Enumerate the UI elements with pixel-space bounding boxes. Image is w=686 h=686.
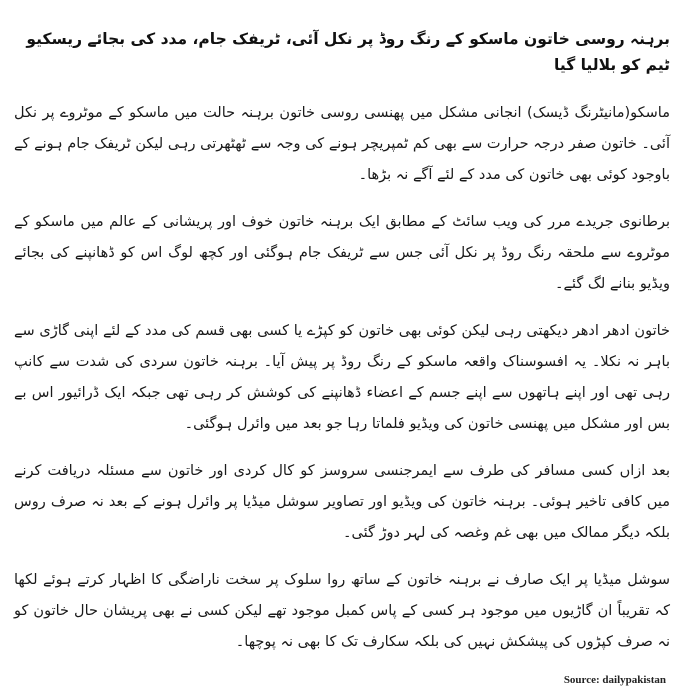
article-paragraph-1: ماسکو(مانیٹرنگ ڈیسک) انجانی مشکل میں پھنسی روسی خاتون برہنہ حالت میں ماسکو کے موٹروے پر نکل آئی۔ خاتون صفر درجہ حرارت سے بھی کم ٹمپریچر ہونے کی وجہ سے ٹھٹھرتی رہی لیکن ٹریفک جام ہونے کے باوجود کوئی بھی خاتون کی مدد کے لئے آگے نہ بڑھا۔ bbox=[14, 105, 670, 183]
article-paragraph-4: بعد ازاں کسی مسافر کی طرف سے ایمرجنسی سروسز کو کال کردی اور خاتون سے مسئلہ دریافت کرنے میں کافی تاخیر ہوئی۔ برہنہ خاتون کی ویڈیو اور تصاویر سوشل میڈیا پر وائرل ہونے کے بعد نہ صرف روس بلکہ دیگر ممالک میں بھی غم وغصہ کی لہر دوڑ گئی۔ bbox=[14, 463, 670, 541]
article-paragraph-3: خاتون ادھر ادھر دیکھتی رہی لیکن کوئی بھی خاتون کو کپڑے یا کسی بھی قسم کی مدد کے لئے اپنی گاڑی سے باہر نہ نکلا۔ یہ افسوسناک واقعہ ماسکو کے رنگ روڈ پر پیش آیا۔ برہنہ خاتون سردی کی شدت سے کانپ رہی تھی اور اپنے ہاتھوں سے اپنے جسم کے اعضاء ڈھانپنے کی کوشش کر رہی تھی جبکہ ایک ڈرائیور اس بے بس اور مشکل میں پھنسی خاتون کی ویڈیو فلماتا رہا جو بعد میں وائرل ہوگئی۔ bbox=[14, 323, 670, 432]
source-credit: Source: dailypakistan bbox=[563, 674, 666, 686]
article-paragraph-2: برطانوی جریدے مرر کی ویب سائٹ کے مطابق ایک برہنہ خاتون خوف اور پریشانی کے عالم میں ماسکو کے موٹروے سے ملحقہ رنگ روڈ پر نکل آئی جس سے ٹریفک جام ہوگئی اور کچھ لوگ اس کو ڈھانپنے کی بجائے ویڈیو بنانے لگ گئے۔ bbox=[14, 214, 670, 292]
article-paragraph-5: سوشل میڈیا پر ایک صارف نے برہنہ خاتون کے ساتھ روا سلوک پر سخت ناراضگی کا اظہار کرتے ہوئے لکھا کہ تقریباً ان گاڑیوں میں موجود ہر کسی کے پاس کمبل موجود تھے لیکن کسی نے بھی پریشان حال خاتون کو نہ صرف کپڑوں کی پیشکش نہیں کی بلکہ سکارف تک کا بھی نہ پوچھا۔ bbox=[14, 572, 670, 650]
article-headline: برہنہ روسی خاتون ماسکو کے رنگ روڈ پر نکل آئی، ٹریفک جام، مدد کی بجائے ریسکیو ٹیم کو بلالیا گیا bbox=[26, 30, 670, 74]
